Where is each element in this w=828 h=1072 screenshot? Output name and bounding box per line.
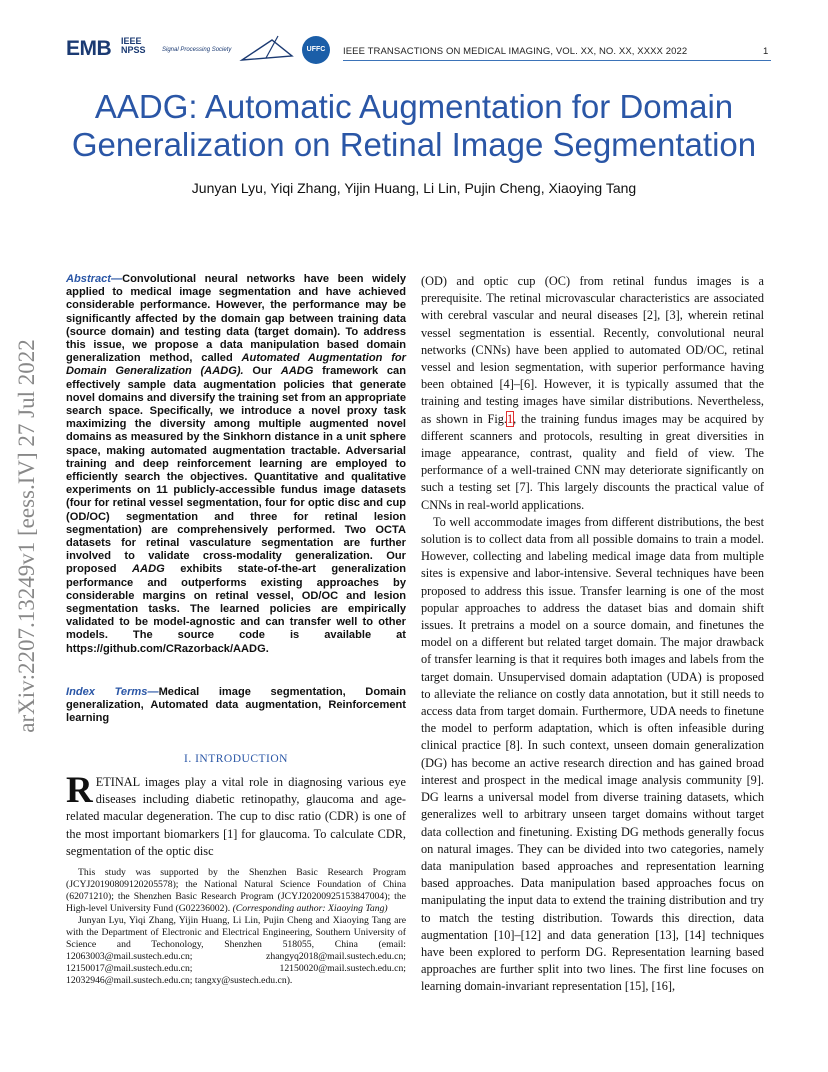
title-line-2: Generalization on Retinal Image Segmentation bbox=[71, 126, 757, 163]
corresponding-author: (Corresponding author: Xiaoying Tang) bbox=[232, 903, 388, 914]
ieee-npss-logo bbox=[121, 37, 146, 55]
abstract bbox=[66, 273, 406, 656]
affiliation-note: Junyan Lyu, Yiqi Zhang, Yijin Huang, Li Lin, Pujin Cheng and Xiaoying Tang are with the Department of Electronic and Electrical Engineering, Southern University of Science and Techonology, Shenzhen 518055, China (email: 12063003@mail.sustech.edu.cn; zhangyq2018@mail.sustech.edu.cn; 12150017@mail.sustech.edu.cn; 12150020@mail.sustech.edu.cn; 12032946@mail.sustech.edu.cn; tangxy@sustech.edu.cn). bbox=[66, 915, 406, 986]
abstract-text: Our bbox=[243, 365, 281, 378]
emb-logo: EMB bbox=[66, 37, 112, 60]
npss-logo-text: NPSS bbox=[121, 45, 146, 55]
intro-paragraph bbox=[66, 770, 406, 860]
paragraph bbox=[421, 273, 764, 514]
figure-reference-link[interactable]: 1 bbox=[506, 411, 514, 426]
funding-note bbox=[66, 867, 406, 915]
paragraph-text: , the training fundus images may be acquired by different scanners and protocols, resulting in great diversities in image appearance, contrast, quality and field of view. The performance of a well-trained CNN may deteriorate significantly on such a testing set [7]. This largely discounts the practical value of CNNs in real-world applications. bbox=[421, 411, 765, 512]
abstract-dash: — bbox=[111, 273, 123, 285]
abstract-label: Abstract bbox=[66, 273, 112, 285]
abstract-aadg: AADG bbox=[132, 563, 165, 576]
footnote bbox=[66, 867, 406, 987]
sailboat-logo-icon bbox=[238, 34, 296, 64]
abstract-text: exhibits state-of-the-art generalization performance and outperforms existing approaches by considerable margins on retinal vessel, OD/OC and lesion segmentation tasks. The learned policies are empirically validated to be model-agnostic and can transfer well to other models. The source code is available at https://github.com/CRazorback/AADG. bbox=[66, 563, 406, 655]
title-line-1: AADG: Automatic Augmentation for Domain bbox=[94, 88, 734, 125]
index-terms-text: Medical image segmentation, Domain generalization, Automated data augmentation, Reinforcement learning bbox=[66, 686, 406, 725]
abstract-aadg: AADG bbox=[280, 365, 314, 378]
index-terms-dash: — bbox=[147, 686, 159, 698]
signal-processing-society-logo: Signal Processing Society bbox=[162, 47, 232, 53]
abstract-text: Convolutional neural networks have been widely applied to medical image segmentation and have achieved considerable performance. However, the performance may be significantly affected by the domain gap between training data (source domain) and testing data (target domain). To address this issue, we propose a data manipulation based domain generalization method, called bbox=[66, 273, 406, 365]
section-heading: I. INTRODUCTION bbox=[184, 753, 288, 765]
funding-text: This study was supported by the Shenzhen Basic Research Program (JCYJ20190809120205578); the National Natural Science Foundation of China (62071210); the Shenzhen Basic Research Program (JCYJ20200925153847004); the High-level University Fund (G02236002). bbox=[66, 867, 406, 914]
journal-header: IEEE TRANSACTIONS ON MEDICAL IMAGING, VOL. XX, NO. XX, XXXX 2022 bbox=[343, 46, 688, 57]
intro-text: ETINAL images play a vital role in diagnosing various eye diseases including diabetic retinopathy, glaucoma and age-related macular degeneration. The cup to disc ratio (CDR) is one of the most important biomarkers [1] for glaucoma. To calculate CDR, segmentation of the optic disc bbox=[66, 775, 406, 858]
header-rule bbox=[343, 60, 771, 61]
uffc-logo: UFFC bbox=[302, 36, 330, 64]
index-terms-label: Index Terms bbox=[66, 686, 148, 698]
arxiv-stamp: arXiv:2207.13249v1 [eess.IV] 27 Jul 2022 bbox=[14, 339, 39, 733]
ieee-logo-text: IEEE bbox=[121, 36, 142, 46]
paragraph: To well accommodate images from different distributions, the best solution is to collect data from all possible domains to train a model. However, collecting and labeling medical image data from multiple sites is expensive and labor-intensive. Several techniques have been proposed to address this issue. Transfer learning is one of the most popular approaches to address the dataset bias and domain shift issues. It pretrains a model on a source domain, and finetunes the model on a different but related target domain. The major drawback of transfer learning is that it requires both images and labels from the target domain. Unsupervised domain adaptation (UDA) is proposed to alleviate the reliance on costly data annotation, but it still needs to access data from target domain. Furthermore, UDA needs to finetune the model to perform adaptation, which is often infeasible during clinical practice [8]. In such context, unseen domain generalization (DG) has become an active research direction and has gained broad interest and prospect in the medical image analysis community [9]. DG learns a universal model from diverse training datasets, which generalizes well to arbitrary unseen target domains without target data collection and finetuning. Existing DG methods generally focus on natural images. They can be divided into two categories, namely data manipulation based approaches and representation learning based approaches. Data manipulation based approaches focus on manipulating the input data to extend the training distribution and try to match the testing distribution. Towards this direction, data augmentation [10]–[12] and data generation [13], [14] techniques have been explored to perform DG. Representation learning based approaches are further split into two lines. The first line focuses on learning domain-invariant representation [15], [16], bbox=[421, 514, 764, 994]
abstract-text: framework can effectively sample data augmentation policies that generate novel domains and diversify the training set from an appropriate search space. Specifically, we introduce a novel proxy task maximizing the diversity among multiple augmented novel domains as measured by the Sinkhorn distance in a unit sphere space, making automated augmentation tractable. Adversarial training and deep reinforcement learning are employed to efficiently search the objectives. Quantitative and qualitative experiments on 11 publicly-accessible fundus image datasets (four for retinal vessel segmentation, four for optic disc and cup (OD/OC) segmentation and three for retinal lesion segmentation) are comprehensively performed. Two OCTA datasets for retinal vasculature segmentation are further involved to validate cross-modality generalization. Our proposed bbox=[66, 365, 406, 576]
abstract-method-name: Automated Augmentation for Domain Generalization (AADG). bbox=[66, 352, 406, 378]
paragraph-text: (OD) and optic cup (OC) from retinal fundus images is a prerequisite. The retinal microvascular characteristics are associated with cerebral vascular and neural diseases [2], [3], wherein retinal vessel segmentation is essential. Recently, convolutional neural networks (CNNs) have been applied to automated OD/OC, retinal vessel and lesion segmentation, with superior performance having been obtained [4]–[6]. However, it is typically assumed that the training and testing images have similar distributions. Nevertheless, as shown in Fig. bbox=[421, 274, 764, 426]
paper-title bbox=[40, 88, 788, 164]
page-number: 1 bbox=[763, 46, 769, 57]
author-list: Junyan Lyu, Yiqi Zhang, Yijin Huang, Li Lin, Pujin Cheng, Xiaoying Tang bbox=[191, 180, 637, 196]
index-terms bbox=[66, 686, 406, 726]
drop-cap: R bbox=[66, 770, 93, 811]
right-column bbox=[421, 273, 764, 996]
